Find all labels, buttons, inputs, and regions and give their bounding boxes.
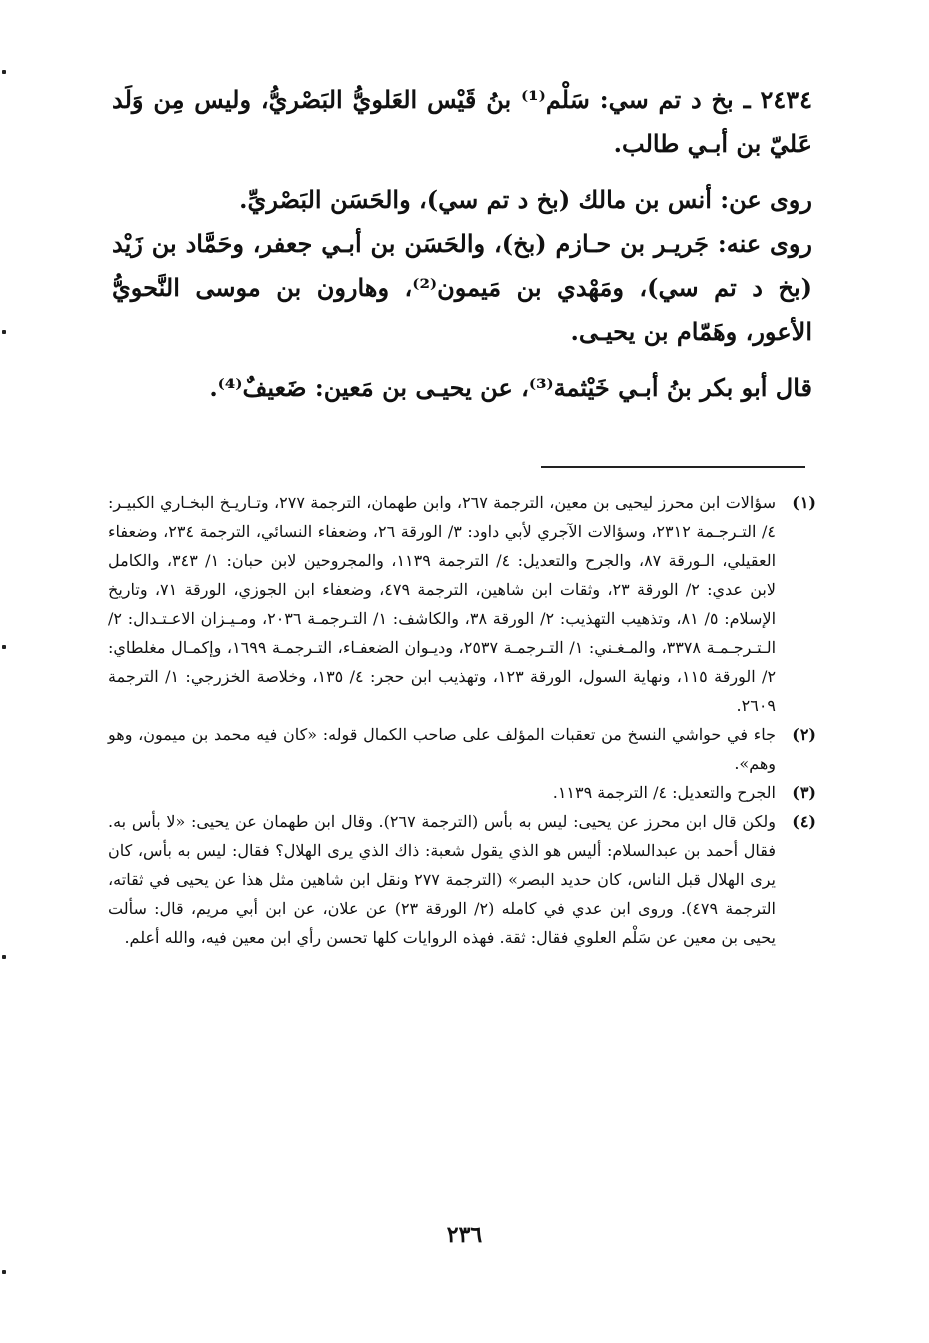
footnote-text: الجرح والتعديل: ٤/ الترجمة ١١٣٩.	[552, 783, 776, 802]
main-text	[112, 78, 812, 410]
footnote	[108, 720, 816, 778]
entry-heading-text: بخ د تم سي: سَلْم⁽¹⁾ بنُ قَيْس العَلويُّ البَصْريُّ، وليس مِن وَلَد عَليّ بن أبـي طالب.	[112, 85, 812, 158]
narrated-by-text: جَريـر بن حـازم (بخ)، والحَسَن بن أبـي جعفر، وحَمَّاد بن زَيْد (بخ د تم سي)، ومَهْدي بن مَيمون⁽²⁾، وهارون بن موسى النَّحويُّ الأعور، وهَمّام بن يحيـى.	[112, 229, 812, 346]
footnote-number: (١)	[792, 493, 816, 512]
scan-speck	[2, 955, 6, 959]
narrated-from	[112, 178, 812, 222]
scan-speck	[2, 645, 6, 649]
entry-dash: ـ	[743, 85, 751, 114]
footnote-divider	[541, 466, 805, 468]
footnote	[108, 778, 816, 807]
footnote-number: (٣)	[792, 783, 816, 802]
statement: قال أبو بكر بنُ أبـي خَيْثمة⁽³⁾، عن يحيـى بن مَعين: ضَعيفٌ⁽⁴⁾.	[209, 373, 812, 402]
narrated-by	[112, 222, 812, 354]
entry-heading	[112, 78, 812, 166]
narrated-from-label: روى عن:	[720, 185, 812, 214]
scan-speck	[2, 1270, 6, 1274]
footnote-number: (٢)	[792, 725, 816, 744]
narrated-from-text: أنس بن مالك (بخ د تم سي)، والحَسَن البَصْريِّ.	[239, 185, 712, 214]
entry-number: ٢٤٣٤	[760, 85, 812, 114]
footnote-number: (٤)	[792, 812, 816, 831]
scan-speck	[2, 70, 6, 74]
footnote-text: جاء في حواشي النسخ من تعقبات المؤلف على صاحب الكمال قوله: «كان فيه محمد بن ميمون، وهو وهم».	[108, 725, 776, 773]
footnote	[108, 807, 816, 952]
page-number: ٢٣٦	[446, 1222, 483, 1248]
footnote	[108, 488, 816, 720]
footnote-text: ولكن قال ابن محرز عن يحيى: ليس به بأس (الترجمة ٢٦٧). وقال ابن طهمان عن يحيى: «لا بأس به. فقال أحمد بن عبدالسلام: أليس هو الذي يقول شعبة: ذاك الذي يرى الهلال؟ فقال: ليس به بأس، كان يرى الهلال قبل الناس، كان حديد البصر» (الترجمة ٢٧٧ ونقل ابن شاهين مثل هذا عن يحيى في ثقاته، الترجمة ٤٧٩). وروى ابن عدي في كامله (٢/ الورقة ٢٣) عن علان، عن ابن أبي مريم، قال: سألت يحيى بن معين عن سَلْم العلوي فقال: ثقة. فهذه الروايات كلها تحسن رأي ابن معين فيه، والله أعلم.	[108, 812, 777, 947]
footnotes	[108, 488, 816, 952]
scan-speck	[2, 330, 6, 334]
footnote-text: سؤالات ابن محرز ليحيى بن معين، الترجمة ٢٦٧، وابن طهمان، الترجمة ٢٧٧، وتـاريـخ البخـاري الكبيـر: ٤/ التـرجـمة ٢٣١٢، وسؤالات الآجري لأبي داود: ٣/ الورقة ٢٦، وضعفاء النسائي، الترجمة ٢٣٤، وضعفاء العقيلي، الـورقة ٨٧، والجرح والتعديل: ٤/ الترجمة ١١٣٩، والمجروحين لابن حبان: ١/ ٣٤٣، والكامل لابن عدي: ٢/ الورقة ٢٣، وثقات ابن شاهين، الترجمة ٤٧٩، وضعفاء ابن الجوزي، الورقة ٧١، وتاريخ الإسلام: ٥/ ٨١، وتذهيب التهذيب: ٢/ الورقة ٣٨، والكاشف: ١/ التـرجمـة ٢٠٣٦، ومـيـزان الاعـتـدال: ٢/ الـتـرجـمـة ٣٣٧٨، والمـغـني: ١/ التـرجمـة ٢٥٣٧، وديـوان الضعفـاء، التـرجمـة ١٦٩٩، وإكمـال مغلطاي: ٢/ الورقة ١١٥، ونهاية السول، الورقة ١٢٣، وتهذيب ابن حجر: ٤/ ١٣٥، وخلاصة الخزرجي: ١/ الترجمة ٢٦٠٩.	[108, 493, 777, 715]
narrated-by-label: روى عنه:	[717, 229, 813, 258]
